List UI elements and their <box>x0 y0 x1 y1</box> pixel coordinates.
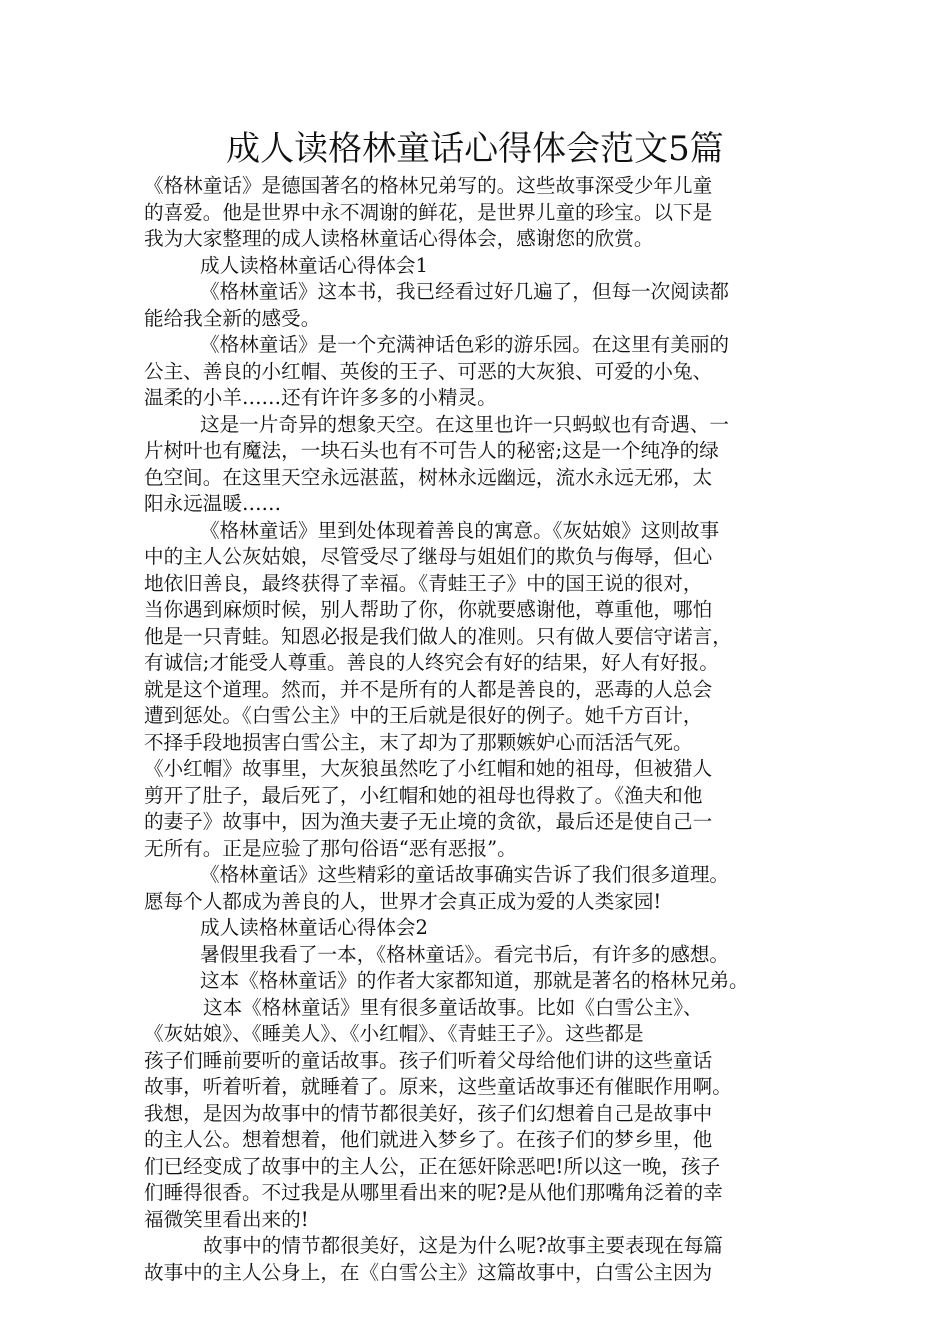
document-body <box>144 173 824 1286</box>
text-line: 中的主人公灰姑娘，尽管受尽了继母与姐姐们的欺负与侮辱，但心 <box>144 545 713 568</box>
text-line: 这本《格林童话》的作者大家都知道，那就是著名的格林兄弟。 <box>200 969 749 992</box>
text-line: 我为大家整理的成人读格林童话心得体会，感谢您的欣赏。 <box>144 227 654 250</box>
text-line: 的妻子》故事中，因为渔夫妻子无止境的贪欲，最后还是使自己一 <box>144 810 713 833</box>
text-line: 们睡得很香。不过我是从哪里看出来的呢?是从他们那嘴角泛着的幸 <box>144 1181 723 1204</box>
text-line: 有诚信;才能受人尊重。善良的人终究会有好的结果，好人有好报。 <box>144 651 719 674</box>
text-line: 的喜爱。他是世界中永不凋谢的鲜花，是世界儿童的珍宝。以下是 <box>144 200 713 224</box>
text-line: 故事中的情节都很美好，这是为什么呢?故事主要表现在每篇 <box>203 1234 723 1257</box>
text-line: 不择手段地损害白雪公主，末了却为了那颗嫉妒心而活活气死。 <box>144 730 693 754</box>
text-line: 孩子们睡前要听的童话故事。孩子们听着父母给他们讲的这些童话 <box>144 1048 713 1072</box>
text-line: 故事中的主人公身上，在《白雪公主》这篇故事中，白雪公主因为 <box>144 1260 713 1284</box>
text-line: 的主人公。想着想着，他们就进入梦乡了。在孩子们的梦乡里，他 <box>144 1128 713 1151</box>
text-line: 这本《格林童话》里有很多童话故事。比如《白雪公主》、 <box>203 995 703 1019</box>
text-line: 《小红帽》故事里，大灰狼虽然吃了小红帽和她的祖母，但被猎人 <box>144 757 713 780</box>
text-line: 故事，听着听着，就睡着了。原来，这些童话故事还有催眠作用啊。 <box>144 1075 732 1098</box>
text-line: 当你遇到麻烦时候，别人帮助了你，你就要感谢他，尊重他，哪怕 <box>144 598 713 621</box>
text-line: 色空间。在这里天空永远湛蓝，树林永远幽远，流水永远无邪，太 <box>144 465 713 489</box>
document-title: 成人读格林童话心得体会范文5篇 <box>226 129 724 169</box>
text-line: 剪开了肚子，最后死了，小红帽和她的祖母也得救了。《渔夫和他 <box>144 783 703 807</box>
text-line: 成人读格林童话心得体会1 <box>200 253 428 277</box>
text-line: 阳永远温暖…… <box>144 492 282 515</box>
text-line: 温柔的小羊……还有许许多多的小精灵。 <box>144 386 497 409</box>
text-line: 愿每个人都成为善良的人，世界才会真正成为爱的人类家园! <box>144 889 662 913</box>
text-line: 《格林童话》这本书，我已经看过好几遍了，但每一次阅读都 <box>200 280 730 303</box>
text-line: 《格林童话》是德国著名的格林兄弟写的。这些故事深受少年儿童 <box>144 174 713 197</box>
text-line: 《灰姑娘》、《睡美人》、《小红帽》、《青蛙王子》。这些都是 <box>144 1022 644 1045</box>
text-line: 《格林童话》里到处体现着善良的寓意。《灰姑娘》这则故事 <box>200 518 720 542</box>
text-line: 就是这个道理。然而，并不是所有的人都是善良的，恶毒的人总会 <box>144 677 713 701</box>
text-line: 公主、善良的小红帽、英俊的王子、可恶的大灰狼、可爱的小兔、 <box>144 359 713 383</box>
text-line: 能给我全新的感受。 <box>144 306 321 330</box>
text-line: 我想，是因为故事中的情节都很美好，孩子们幻想着自己是故事中 <box>144 1101 713 1125</box>
text-line: 这是一片奇异的想象天空。在这里也许一只蚂蚁也有奇遇、一 <box>200 412 730 436</box>
text-line: 福微笑里看出来的! <box>144 1207 309 1231</box>
text-line: 他是一只青蛙。知恩必报是我们做人的准则。只有做人要信守诺言， <box>144 624 732 648</box>
text-line: 遭到惩处。《白雪公主》中的王后就是很好的例子。她千方百计， <box>144 704 703 727</box>
text-line: 们已经变成了故事中的主人公，正在惩奸除恶吧!所以这一晚，孩子 <box>144 1154 721 1178</box>
text-line: 暑假里我看了一本，《格林童话》。看完书后，有许多的感想。 <box>200 942 730 966</box>
text-line: 《格林童话》是一个充满神话色彩的游乐园。在这里有美丽的 <box>200 333 730 356</box>
text-line: 无所有。正是应验了那句俗语“恶有恶报”。 <box>144 836 517 860</box>
text-line: 《格林童话》这些精彩的童话故事确实告诉了我们很多道理。 <box>200 863 730 886</box>
text-line: 成人读格林童话心得体会2 <box>200 916 428 939</box>
text-line: 地依旧善良，最终获得了幸福。《青蛙王子》中的国王说的很对， <box>144 571 703 595</box>
text-line: 片树叶也有魔法，一块石头也有不可告人的秘密;这是一个纯净的绿 <box>144 439 719 462</box>
